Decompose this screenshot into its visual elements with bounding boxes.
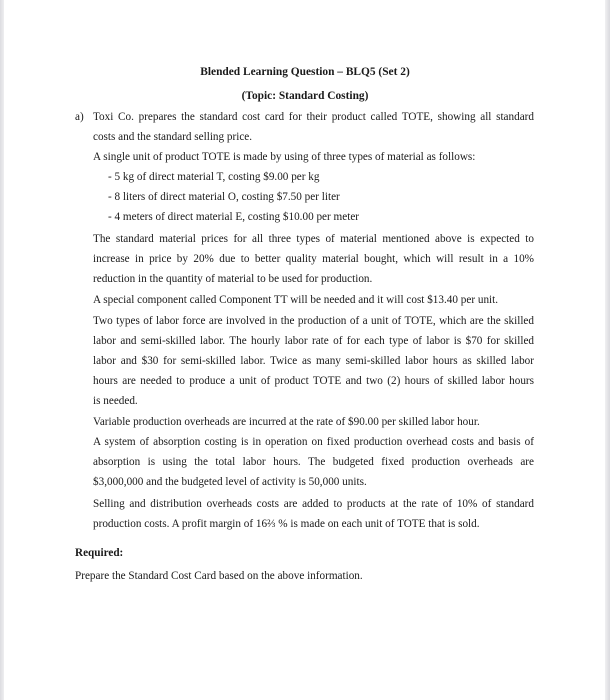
price-change-line-3: reduction in the quantity of material to be used for production. bbox=[93, 273, 373, 285]
material-item-t: - 5 kg of direct material T, costing $9.00 per kg bbox=[108, 171, 320, 183]
material-item-e: - 4 meters of direct material E, costing $10.00 per meter bbox=[108, 211, 360, 223]
document-title: Blended Learning Question – BLQ5 (Set 2) bbox=[200, 66, 410, 78]
required-label: Required: bbox=[75, 547, 124, 559]
fixed-overhead-line-1: A system of absorption costing is in operation on fixed production overhead costs and basis of bbox=[93, 436, 534, 448]
component-line: A special component called Component TT will be needed and it will cost $13.40 per unit. bbox=[93, 294, 499, 306]
required-text: Prepare the Standard Cost Card based on the above information. bbox=[75, 570, 363, 582]
intro-line-2: costs and the standard selling price. bbox=[93, 131, 253, 143]
labor-line-3: labor and $30 for semi-skilled labor. Twice as many semi-skilled labor hours as skilled labor bbox=[93, 355, 534, 367]
fixed-overhead-line-2: absorption is using the total labor hours. The budgeted fixed production overheads are bbox=[93, 456, 534, 468]
labor-line-4: hours are needed to produce a unit of product TOTE and two (2) hours of skilled labor hours bbox=[93, 375, 534, 387]
selling-line-1: Selling and distribution overheads costs are added to products at the rate of 10% of standard bbox=[93, 498, 534, 510]
materials-intro: A single unit of product TOTE is made by using of three types of material as follows: bbox=[93, 151, 476, 163]
fixed-overhead-line-3: $3,000,000 and the budgeted level of activity is 50,000 units. bbox=[93, 476, 367, 488]
labor-line-1: Two types of labor force are involved in the production of a unit of TOTE, which are the skilled bbox=[93, 315, 534, 327]
labor-line-2: labor and semi-skilled labor. The hourly labor rate of for each type of labor is $70 for skilled bbox=[93, 335, 534, 347]
material-item-o: - 8 liters of direct material O, costing $7.50 per liter bbox=[108, 191, 340, 203]
intro-line-1: Toxi Co. prepares the standard cost card for their product called TOTE, showing all standard bbox=[93, 111, 534, 123]
document-subtitle: (Topic: Standard Costing) bbox=[241, 90, 369, 102]
variable-overheads-line: Variable production overheads are incurred at the rate of $90.00 per skilled labor hour. bbox=[93, 416, 480, 428]
price-change-line-1: The standard material prices for all three types of material mentioned above is expected to bbox=[93, 233, 534, 245]
question-marker: a) bbox=[75, 111, 84, 123]
selling-line-2: production costs. A profit margin of 16⅔ % is made on each unit of TOTE that is sold. bbox=[93, 518, 480, 530]
labor-line-5: is needed. bbox=[93, 395, 138, 407]
price-change-line-2: increase in price by 20% due to better quality material bought, which will result in a 10% bbox=[93, 253, 534, 265]
